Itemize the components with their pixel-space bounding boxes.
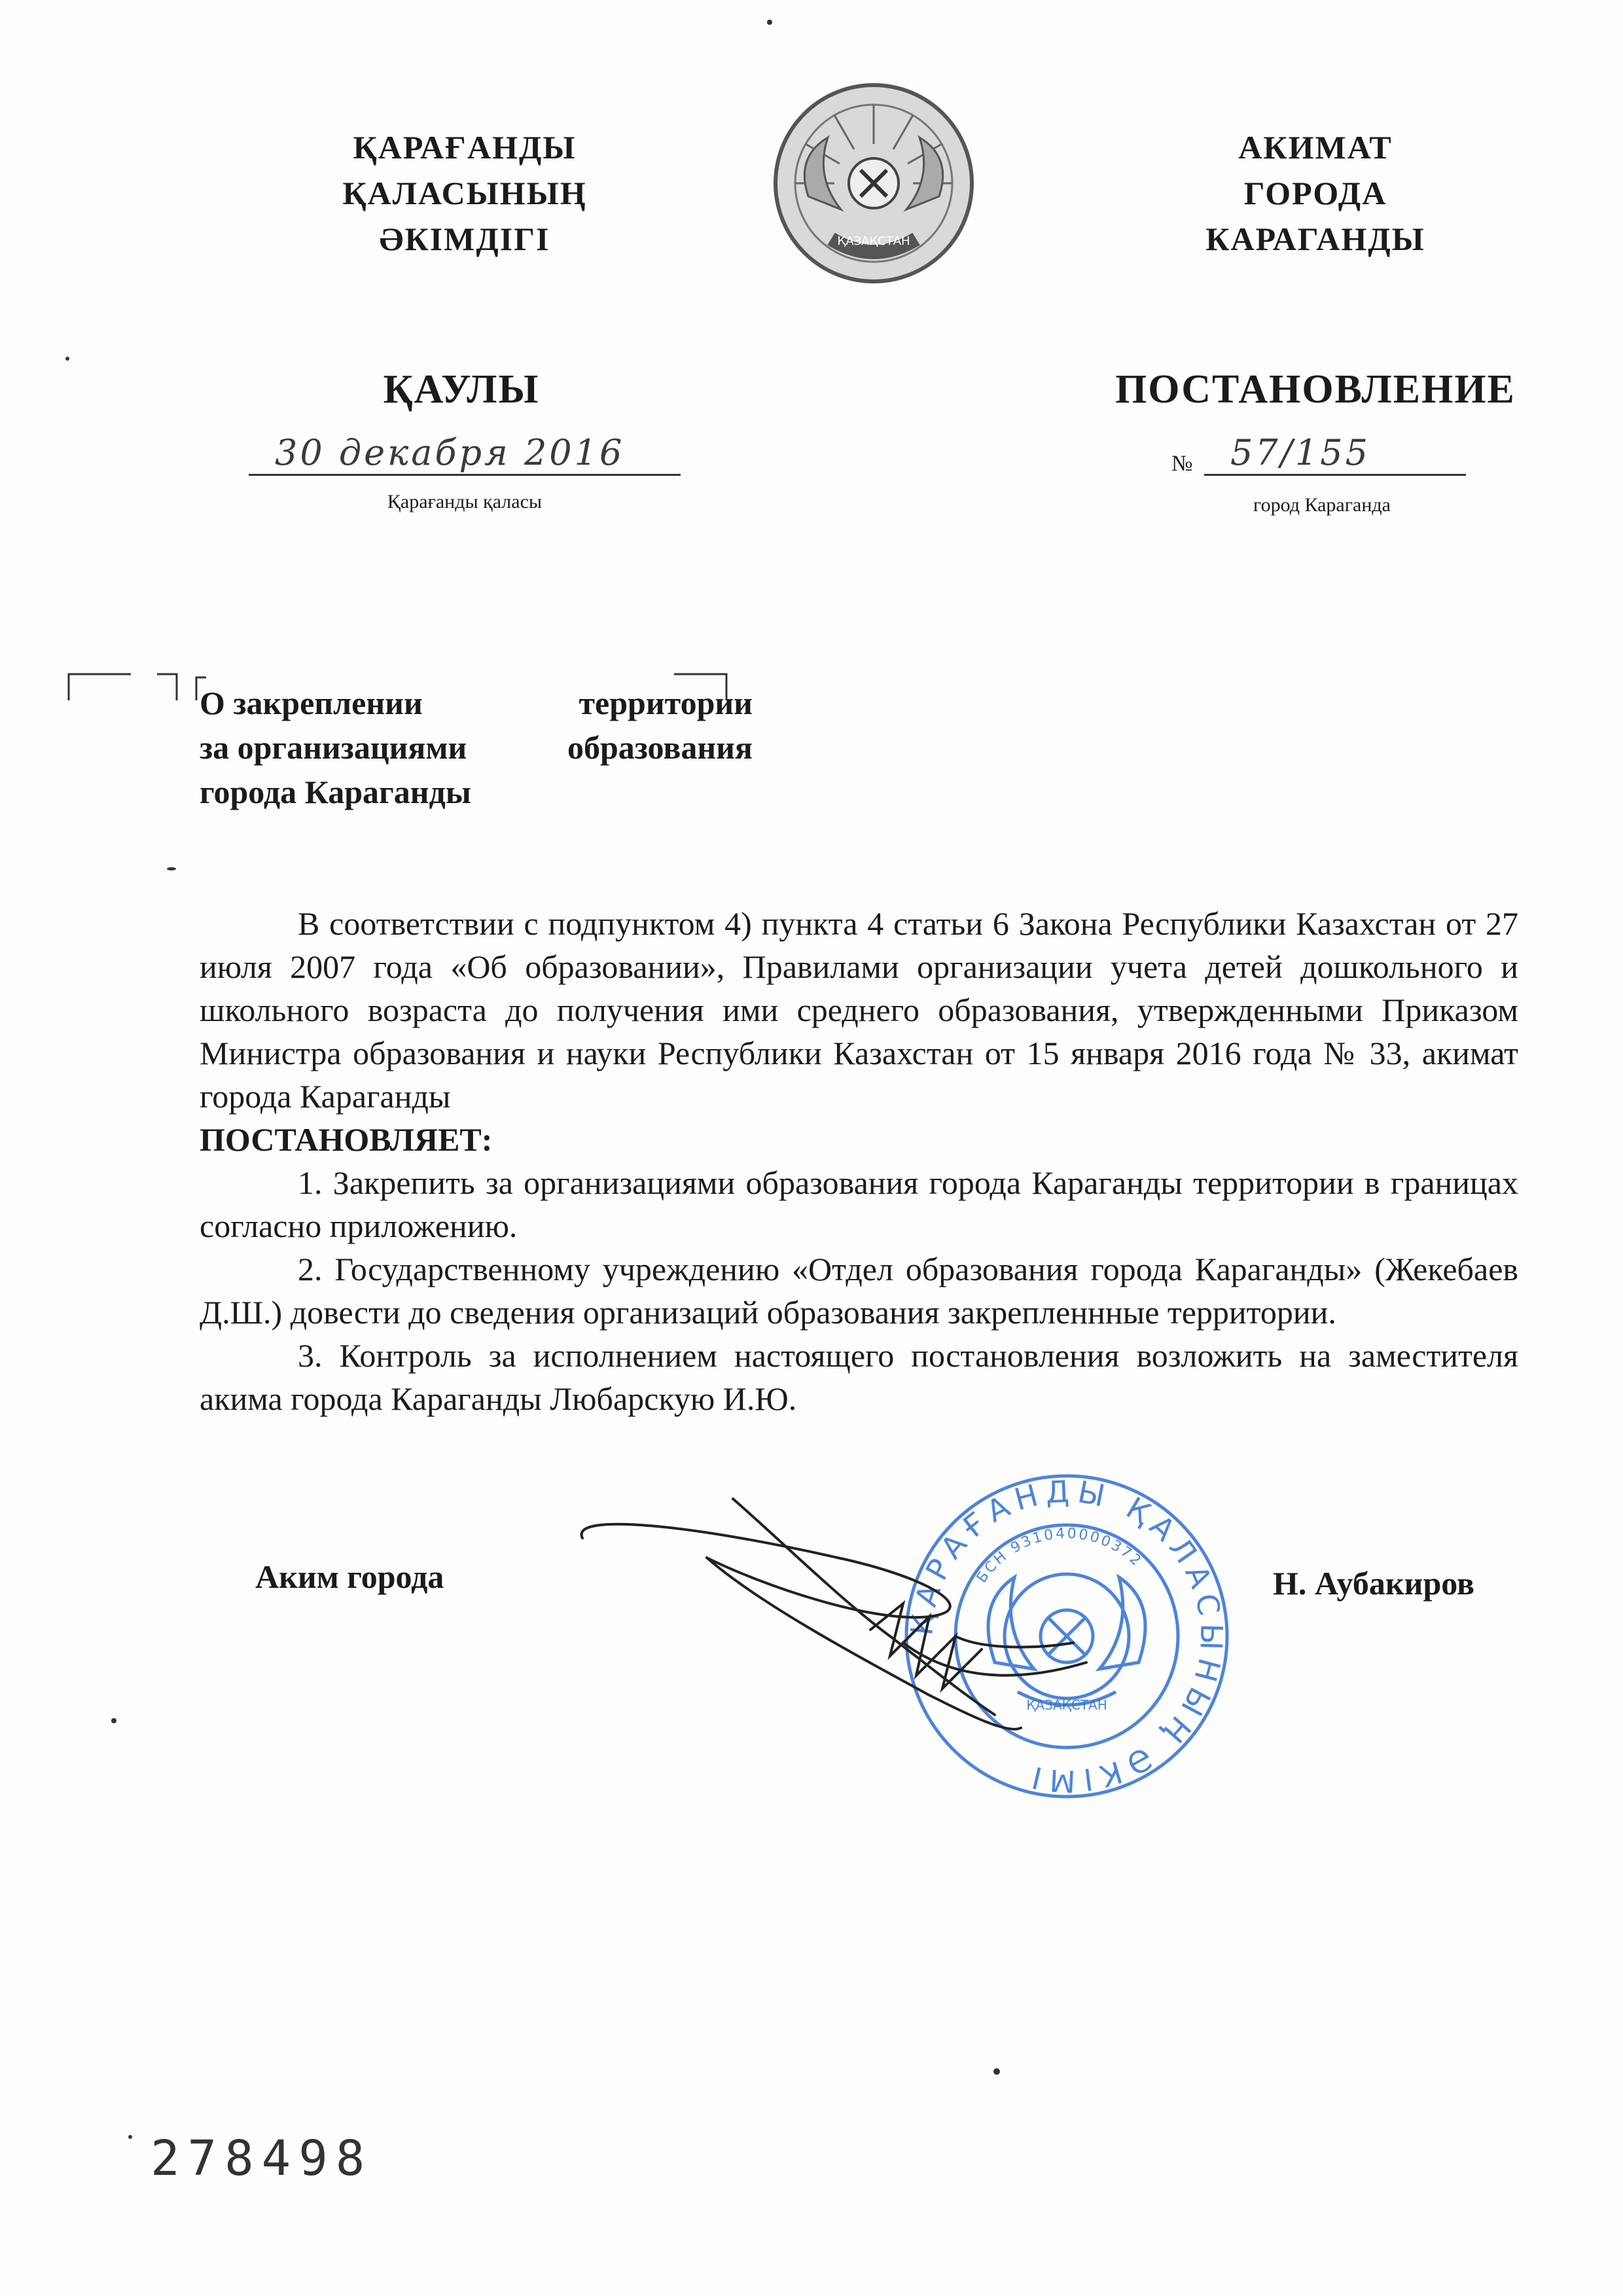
body-decree: ПОСТАНОВЛЯЕТ: [200,1121,493,1158]
document-title [200,681,753,814]
number-sign: № [1171,452,1193,476]
body-item-1: 1. Закрепить за организациями образования города Караганды территории в границах согласно приложению. [200,1164,1518,1244]
number-underline [1204,474,1466,476]
scan-speck [128,2135,132,2139]
scan-speck [767,20,772,25]
header-kazakh-line-2: ҚАЛАСЫНЫҢ [342,175,587,211]
date-underline [249,474,681,476]
header-kazakh [262,124,668,262]
handwritten-signature [563,1486,1119,1761]
registration-number: 278498 [151,2130,373,2187]
header-russian [1106,124,1525,262]
date-handwritten: 30 декабря 2016 [275,432,625,473]
title-line-1b: территории [579,685,753,721]
header-kazakh-line-1: ҚАРАҒАНДЫ [353,129,577,166]
stamp-center-text: ҚАЗАҚСТАН [1026,1697,1107,1713]
body-item-3: 3. Контроль за исполнением настоящего постановления возложить на заместителя акима города Караганды Любарскую И.Ю. [200,1337,1518,1417]
stamp-ring-text: ҚАРАҒАНДЫ ҚАЛАСЫНЫҢ ӘКІМІ [904,1473,1230,1799]
title-line-1a: О закреплении [200,685,423,721]
doc-type-russian: ПОСТАНОВЛЕНИЕ [1115,367,1516,412]
signatory-position: Аким города [255,1558,444,1595]
state-emblem-icon [769,79,978,288]
stamp-bin-text: БСН 931040000372 [973,1525,1146,1586]
emblem-lettering: ҚАЗАҚСТАН [837,234,910,248]
title-line-3: города Караганды [200,774,471,810]
document-body [200,902,1518,1420]
scan-speck [65,357,69,361]
body-item-2: 2. Государственному учреждению «Отдел образования города Караганды» (Жекебаев Д.Ш.) довести до сведения организаций образования закрепленнные территории. [200,1251,1518,1331]
place-kazakh: Қарағанды қаласы [387,491,543,512]
scan-speck [111,1718,116,1723]
header-russian-line-3: КАРАГАНДЫ [1205,221,1425,257]
doc-type-kazakh: ҚАУЛЫ [383,367,540,412]
header-russian-line-2: ГОРОДА [1243,175,1387,211]
title-line-2a: за организациями [200,729,467,766]
header-russian-line-1: АКИМАТ [1238,129,1393,166]
title-line-2b: образования [567,729,753,766]
place-russian: город Караганда [1253,494,1391,516]
scan-speck [167,867,176,870]
header-kazakh-line-3: ӘКІМДІГІ [379,221,550,257]
scan-speck [993,2068,1000,2075]
body-preamble: В соответствии с подпунктом 4) пункта 4 статьи 6 Закона Республики Казахстан от 27 июля 2007 года «Об образовании», Правилами организации учета детей дошкольного и школьного возраста до получения ими среднего образования, утвержденными Приказом Министра образования и науки Республики Казахстан от 15 января 2016 года № 33, акимат города Караганды [200,905,1518,1115]
signatory-name: Н. Аубакиров [1273,1565,1475,1602]
number-handwritten: 57/155 [1230,432,1370,473]
